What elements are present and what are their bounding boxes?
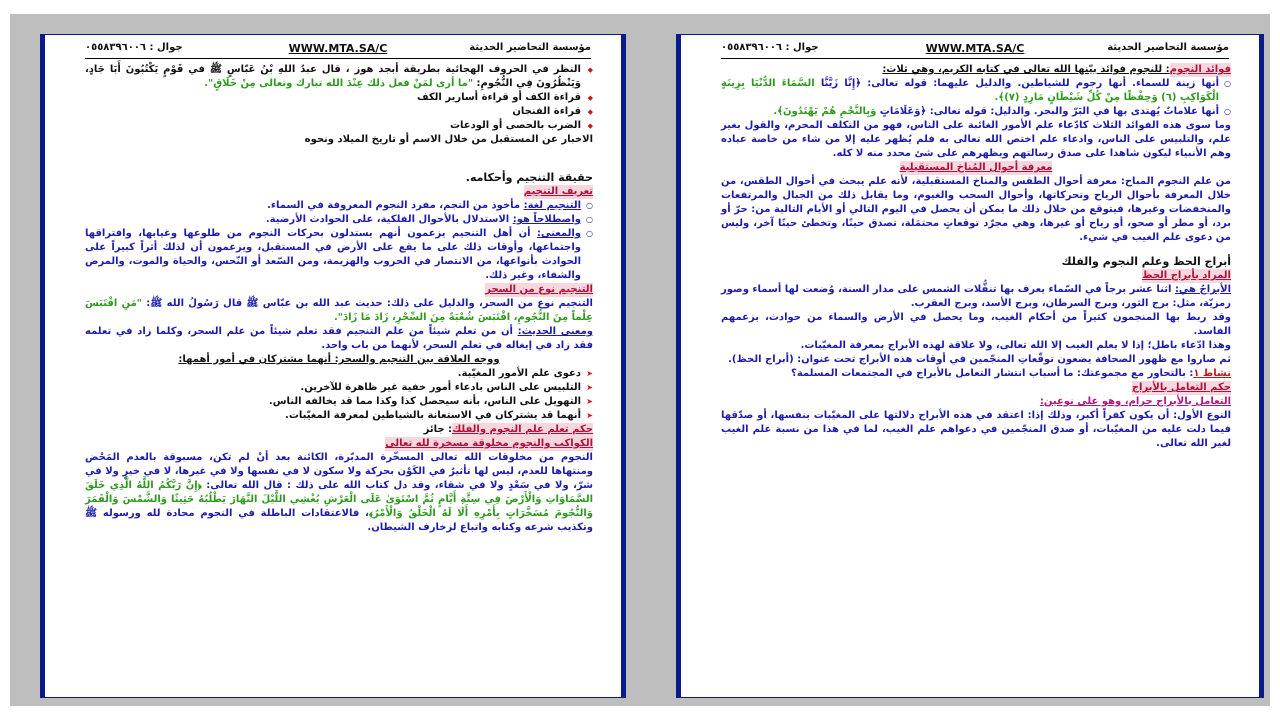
website-url: WWW.MTA.SA/C	[288, 42, 388, 55]
page-header	[85, 42, 591, 59]
paragraph: التنجيم نوع من السحر، والدليل على ذلك: حديث عبد الله بن عبّاس ﷺ قال رَسُولُ الله ﷺ: "مَنِ اقْتَبَسَ عِلْماً مِنَ النُّجُومِ، اقْتَبَسَ شُعْبَةً مِنَ السِّحْرِ، زَادَ مَا زَادَ".	[85, 298, 593, 323]
section-heading: تعريف التنجيم	[523, 186, 593, 197]
section-heading: حكم التعامل بالأبراج	[1131, 382, 1231, 393]
list-item: ◆ الضرب بالحصى أو الودعات	[85, 119, 593, 133]
org-name: مؤسسة التحاضير الحديثة	[1107, 42, 1229, 53]
paragraph: ومعنى الحديث: أن من تعلم شيئاً من علم التنجيم فقد تعلم شيئاً من علم السحر، وكلما زاد في تعلمه فقد زاد في إيغاله في تعلم السحر، لأنهما من باب واحد.	[85, 326, 593, 351]
paragraph: الأبراجُ هي: اثنا عشر برجاً في السّماء يعرف بها تنقُّلات الشمس على مدار السنة، وُضعت لها أسماء وصور رمزيّة، مثل: برج الثور، وبرج السرطان، وبرج الأسد، وبرج العقرب.	[721, 284, 1232, 309]
phone-number: جوال : ٠٥٥٨٣٩٦٠٠٦	[721, 42, 819, 53]
paragraph: ثم صاروا مع ظهور الصحافة يضعون توقّعاتِ المنجّمين في أوقات هذه الأبراج تحت عنوان: (أبراج الحظ).	[728, 354, 1231, 365]
section-heading: المراد بأبراج الحظ	[1142, 270, 1231, 281]
phone-number: جوال : ٠٥٥٨٣٩٦٠٠٦	[85, 42, 183, 53]
paragraph: وما سوى هذه الفوائد الثلاث كادّعاء علم الأمور الغائبة على الناس، فهو من التكلف المحرم، والقول بغير علم، والتلبيس على الناس، وادعاء علم اختص الله تعالى به فلم يُظهر عليه إلا من شاء من خاصة عباده وهم الأنبياء ليكون شاهدا على صدق رسالتهم ويظهرهم على شئ محدد منه لا كله.	[721, 120, 1231, 159]
slide-frame	[10, 14, 1270, 706]
section-heading: الكواكب والنجوم مخلوقة مسخرة لله تعالى	[385, 438, 593, 449]
list-item: ◆ قراءة الكف أو قراءة أسارير الكف	[85, 91, 593, 105]
list-item: ◆ قراءة الفنجان	[85, 105, 593, 119]
list-item: ○ والمعنى: أن أهل التنجيم يزعمون أنهم يستدلون بحركات النجوم من طلوعها وغيابها، وافتراقها واجتماعها، وأوقات ذلك على ما يقع على الأرض في المستقبل، ويزعمون أن لذلك أثراً كبيراً على الحوادث بأنواعها، من الانتصار في الحروب والهزيمة، ومن السّعد أو النّحس، والحياة والموت، والمرض والشفاء، وغير ذلك.	[85, 227, 593, 283]
list-item: ○ أنها زينة للسماء. أنها رجوم للشياطين. والدليل عليهما: قوله تعالى: ﴿إِنَّا زَيَّنَّا السَّمَاءَ الدُّنْيَا بِزِينَةٍ الْكَوَاكِبِ (٦) وَحِفْظًا مِنْ كُلِّ شَيْطَانٍ مَارِدٍ (٧)﴾.	[721, 77, 1231, 105]
paragraph: وقد ربط بها المنجمون كثيراً من أحكام الغيب، وما يحصل في الأرض والسماء من حوادث، بزعمهم الفاسد.	[721, 312, 1231, 337]
paragraph: وهذا ادّعاء باطل؛ إذا لا يعلم الغيب إلا الله تعالى، ولا علاقة لهذه الأبراج بمعرفة المغيّبات.	[800, 340, 1231, 351]
page-header	[721, 42, 1229, 59]
section-title: أبراج الحظ وعلم النجوم والفلك	[1061, 255, 1231, 268]
left-page	[40, 34, 626, 698]
subheading: ووجه العلاقة بين التنجيم والسحر: أنهما مشتركان في أمور أهمها:	[178, 354, 500, 365]
list-item: ◆ النظر في الحروف الهجائية بطريقة أبجد هوز ، قال عبدُ اللهِ بْنُ عَبّاسٍ ﷺ في قَوْمٍ يَكْتُبُونَ أَبَا جَادٍ، وَيَنْظُرُونَ فِي النُّجُومِ: "ما أرى لمَنْ فعل ذلك عِنْدَ الله تبارك وتعالى مِنْ خَلَاقٍ".	[85, 63, 593, 91]
page-body	[721, 63, 1231, 687]
list-item: ○ واصطلاحاً هو: الاستدلال بالأحوال الفلكية، على الحوادث الأرضية.	[85, 213, 593, 227]
paragraph: فوائد النجوم: للنجوم فوائد بيّنها الله تعالى في كتابه الكريم، وهي ثلاث:	[882, 64, 1231, 75]
right-page	[676, 34, 1264, 698]
section-title: حقيقة التنجيم وأحكامه.	[465, 171, 593, 184]
list-item: ○ أنها علاماتٌ يُهتدى بها في البَرّ والبحر. والدليل: قوله تعالى: ﴿وَعَلَامَاتٍ وَبِالنَّجْمِ هُمْ يَهْتَدُونَ﴾.	[721, 105, 1231, 119]
org-name: مؤسسة التحاضير الحديثة	[469, 42, 591, 53]
list-item: ➤ التلبيس على الناس بادعاء أمور خفية غير ظاهرة للآخرين.	[85, 381, 593, 395]
list-item: ➤ دعوى علم الأمور المغيّبة.	[85, 367, 593, 381]
paragraph: من علم النجوم المباح: معرفة أحوال الطقس والمناخ المستقبلية، لأنه علم يبحث في أحوال الطقس، من خلال المعرفة بأحوال الرياح وتحركاتها، وأحوال السحب والغيوم، وما يقابل ذلك من الجبال والمرتفعات والمنخفضات وغيرها، فيتوقع من خلال ذلك ما يمكن أن يحصل في اليوم التالي أو الأيام التالية من: حرّ أو برد، أو مطر أو صحو، أو رياح أو غيرها، وهي مجرّد توقعاتٍ محتمَلة، تصدق حينًا، وتخطئ حينًا آخر، وليس من دعوى علم الغيب في شيء.	[721, 176, 1231, 243]
subheading: التعامل بالأبراج حرام، وهو على نوعين:	[1039, 396, 1231, 407]
section-heading: التنجيم نوع من السحر	[485, 284, 593, 295]
list-item: ➤ التهويل على الناس، بأنه سيحصل كذا وكذا مما قد يخالفه الناس.	[85, 395, 593, 409]
website-url: WWW.MTA.SA/C	[925, 42, 1025, 55]
paragraph: نشاط ١: بالتحاور مع مجموعتك: ما أسباب انتشار التعامل بالأبراج في المجتمعات المسلمة؟	[791, 368, 1231, 379]
paragraph: الاخبار عن المستقبل من خلال الاسم أو تاريخ الميلاد ونحوه	[304, 134, 593, 145]
section-heading: معرفة أحوال المُناخ المستقبلية	[899, 162, 1053, 173]
list-item: ➤ أنهما قد يشتركان في الاستعانة بالشياطين لمعرفة المغيّبات.	[85, 409, 593, 423]
paragraph: النوع الأول: أن يكون كفراً أكبر، وذلك إذا: اعتقد في هذه الأبراج دلالتها على المغيّبات بنفسها، أو صدّقها فيما دلت عليه من المغيّبات، أو صدق المنجّمين في دعواهم علم الغيب، لما في هذا من نسبة علم الغيب لغير الله تعالى.	[721, 410, 1231, 449]
page-body	[85, 63, 593, 687]
list-item: ○ التنجيم لغة: مأخوذ من النجم، مفرد النجوم المعروفة في السماء.	[85, 199, 593, 213]
paragraph: حكم تعلم علم النجوم والفلك: جائز	[423, 424, 593, 435]
paragraph: النجوم من مخلوقات الله تعالى المسخّرة المدبّرة، الكائنة بعد أنْ لم تكن، مسبوقة بالعدم المَحْض ومنتهاها للعدم، ليس لها تأثيرٌ في الكَوْن بحركة ولا سكون لا في نفسها ولا في غيرها، لا في خيرٍ ولا في شرّ، ولا في سَعْدٍ ولا في شقاء، وقد دل كتاب الله على ذلك : قال الله تعالى: ﴿إِنَّ رَبَّكُمُ اللَّهُ الَّذِي خَلَقَ السَّمَاوَاتِ وَالْأَرْضَ فِي سِتَّةِ أَيَّامٍ ثُمَّ اسْتَوَىٰ عَلَى الْعَرْشِ يُغْشِي اللَّيْلَ النَّهَارَ يَطْلُبُهُ حَثِيثًا وَالشَّمْسَ وَالْقَمَرَ وَالنُّجُومَ مُسَخَّرَاتٍ بِأَمْرِهِ أَلَا لَهُ الْخَلْقُ وَالْأَمْرُ﴾، فالاعتقادات الباطلة في النجوم محادة لله ورسوله ﷺ وتكذيب شرعه وكتابه واتباع لزخارف الشيطان.	[85, 452, 593, 533]
